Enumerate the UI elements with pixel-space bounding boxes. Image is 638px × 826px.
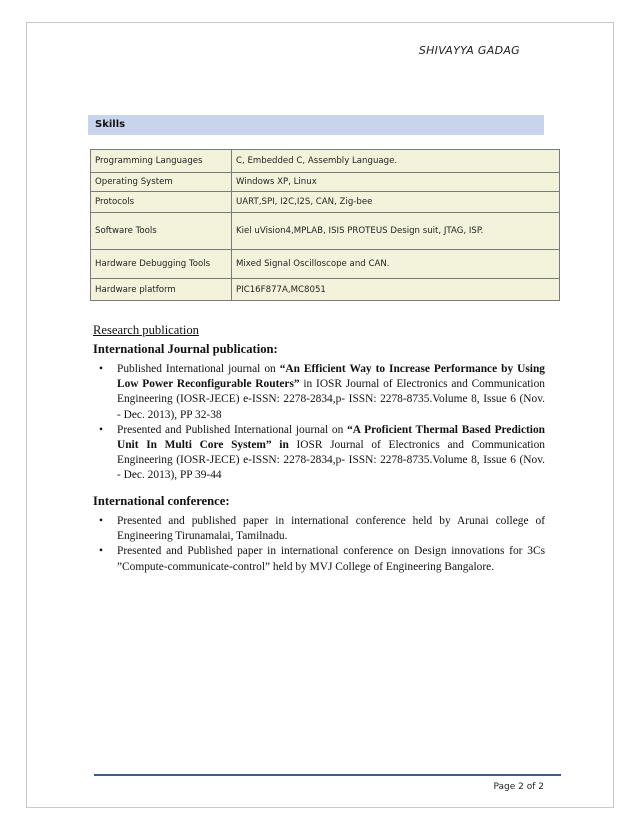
table-row <box>91 173 560 192</box>
table-row <box>91 279 560 301</box>
table-row <box>91 250 560 279</box>
conference-heading: International conference: <box>93 494 230 508</box>
pub-title: “A Proficient Thermal Based Prediction Unit In Multi Core System” in <box>117 423 545 452</box>
skill-key: Hardware Debugging Tools <box>91 250 232 279</box>
list-item <box>93 362 545 423</box>
skills-heading: Skills <box>95 119 126 130</box>
skill-value: UART,SPI, I2C,I2S, CAN, Zig-bee <box>232 192 560 213</box>
skill-value: Windows XP, Linux <box>232 173 560 192</box>
pub-prefix: Published International journal on <box>117 363 280 375</box>
page-number: Page 2 of 2 <box>493 782 544 792</box>
skill-value: Kiel uVision4,MPLAB, ISIS PROTEUS Design suit, JTAG, ISP. <box>232 213 560 250</box>
list-item <box>93 544 545 574</box>
skill-key: Programming Languages <box>91 150 232 173</box>
skill-value: PIC16F877A,MC8051 <box>232 279 560 301</box>
pub-details: IOSR Journal of Electronics and Communication Engineering (IOSR-JECE) e-ISSN: 2278-2834,p- ISSN: 2278-8735.Volume 8, Issue 6 (Nov. - Dec. 2013), PP 39-44 <box>117 439 545 482</box>
skill-value: C, Embedded C, Assembly Language. <box>232 150 560 173</box>
bullet-icon: • <box>99 363 103 375</box>
list-item <box>93 423 545 484</box>
table-row <box>91 213 560 250</box>
skill-key: Protocols <box>91 192 232 213</box>
pub-title: “An Efficient Way to Increase Performance by Using Low Power Reconfigurable Routers” <box>117 363 545 391</box>
research-title: Research publication <box>93 323 199 337</box>
skills-table <box>90 149 560 301</box>
footer-divider <box>94 774 561 776</box>
header-name: SHIVAYYA GADAG <box>418 44 520 57</box>
pub-prefix: Presented and Published International journal on <box>117 423 348 436</box>
journal-heading: International Journal publication: <box>93 342 278 356</box>
journal-list <box>93 362 545 484</box>
bullet-icon: • <box>99 515 103 527</box>
skills-section-bar <box>88 115 544 135</box>
skill-key: Hardware platform <box>91 279 232 301</box>
conference-text: Presented and published paper in international conference held by Arunai college of Engineering Tirunamalai, Tamilnadu. <box>117 515 545 543</box>
skill-key: Software Tools <box>91 213 232 250</box>
skill-value: Mixed Signal Oscilloscope and CAN. <box>232 250 560 279</box>
pub-details: in IOSR Journal of Electronics and Communication Engineering (IOSR-JECE) e-ISSN: 2278-2834,p- ISSN: 2278-8735.Volume 8, Issue 6 (Nov. - Dec. 2013), PP 32-38 <box>117 378 545 421</box>
skill-key: Operating System <box>91 173 232 192</box>
bullet-icon: • <box>99 545 103 558</box>
table-row <box>91 150 560 173</box>
list-item <box>93 514 545 544</box>
bullet-icon: • <box>99 423 103 436</box>
table-row <box>91 192 560 213</box>
conference-list <box>93 514 545 575</box>
conference-text: Presented and Published paper in international conference on Design innovations for 3Cs ”Compute-communicate-control” held by MVJ College of Engineering Bangalore. <box>117 545 545 573</box>
